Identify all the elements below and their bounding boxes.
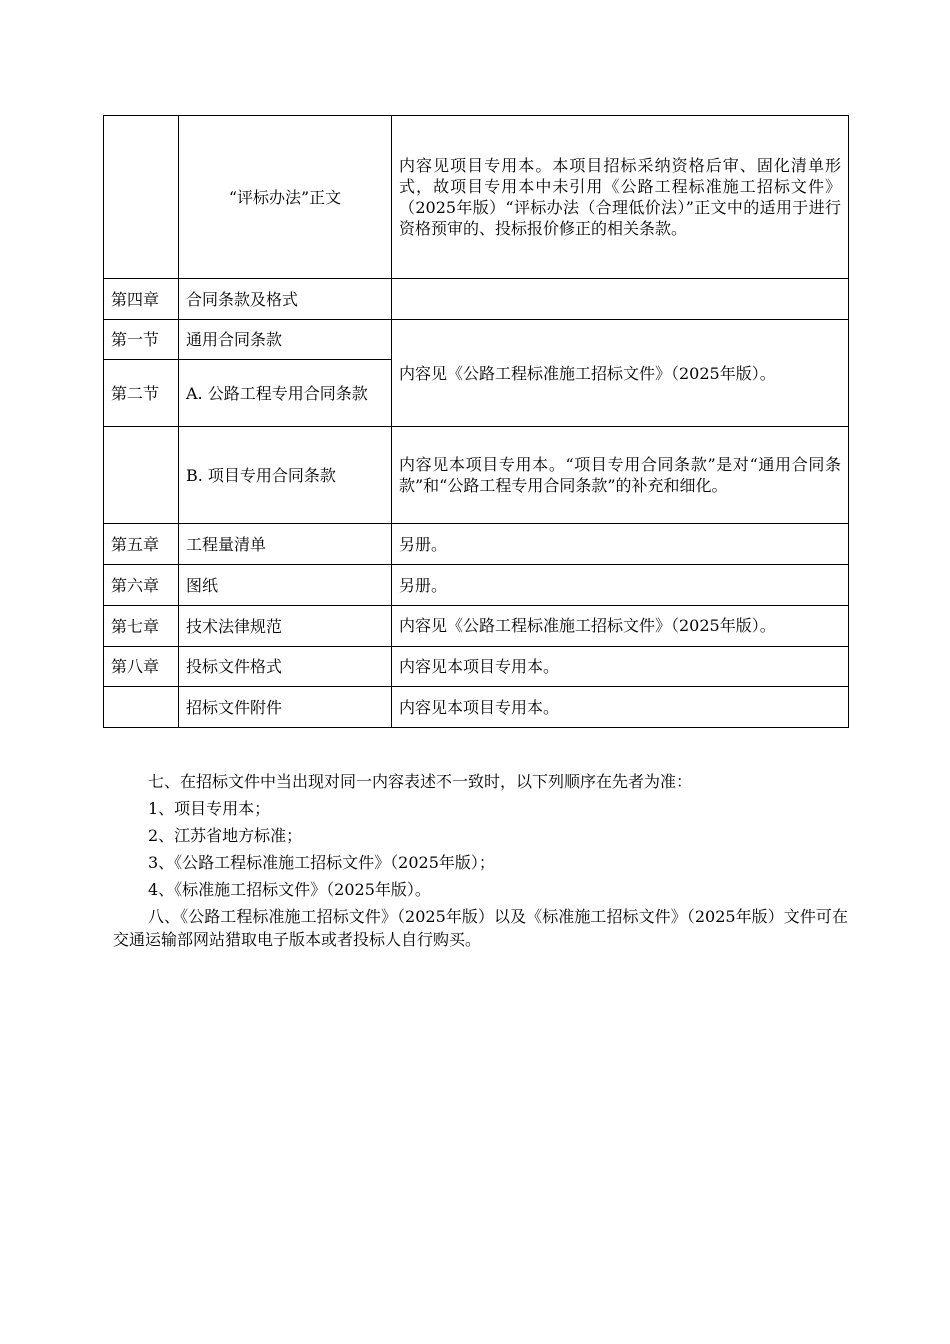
document-table [103, 115, 849, 728]
list-item: 2、江苏省地方标准； [148, 826, 303, 845]
table-cell-title: B. 项目专用合同条款 [179, 427, 392, 524]
table-cell-title: “评标办法”正文 [179, 116, 392, 279]
table-row [104, 606, 849, 647]
table-row [104, 116, 849, 279]
paragraph-seven: 七、在招标文件中当出现对同一内容表述不一致时，以下列顺序在先者为准： [148, 772, 693, 791]
table-cell-chapter: 第五章 [104, 524, 179, 565]
table-row [104, 565, 849, 606]
table-cell-content: 内容见项目专用本。本项目招标采纳资格后审、固化清单形式，故项目专用本中未引用《公路工程标准施工招标文件》（2025年版）“评标办法（合理低价法）”正文中的适用于进行资格预审的、投标报价修正的相关条款。 [392, 116, 849, 279]
table-cell-chapter: 第八章 [104, 647, 179, 687]
table-cell-title: 图纸 [179, 565, 392, 606]
table-cell-content: 内容见本项目专用本。 [392, 687, 849, 728]
table-row [104, 427, 849, 524]
table-cell-content: 内容见本项目专用本。 [392, 647, 849, 687]
table-cell-chapter: 第一节 [104, 320, 179, 360]
table-row [104, 279, 849, 320]
table-cell-title: 通用合同条款 [179, 320, 392, 360]
table-row [104, 320, 849, 360]
table-cell-chapter [104, 427, 179, 524]
paragraph-eight: 八、《公路工程标准施工招标文件》（2025年版）以及《标准施工招标文件》（2025年版）文件可在交通运输部网站猎取电子版本或者投标人自行购买。 [113, 907, 848, 949]
table-cell-content [392, 279, 849, 320]
table-cell-title: 工程量清单 [179, 524, 392, 565]
table-cell-content: 内容见《公路工程标准施工招标文件》（2025年版）。 [392, 606, 849, 647]
table-cell-content: 内容见《公路工程标准施工招标文件》（2025年版）。 [392, 320, 849, 427]
table-cell-title: 投标文件格式 [179, 647, 392, 687]
table-row [104, 687, 849, 728]
list-item: 4、《标准施工招标文件》（2025年版）。 [148, 880, 431, 899]
table-cell-title: 合同条款及格式 [179, 279, 392, 320]
table-cell-title: 技术法律规范 [179, 606, 392, 647]
table-cell-content: 内容见本项目专用本。“项目专用合同条款”是对“通用合同条款”和“公路工程专用合同条款”的补充和细化。 [392, 427, 849, 524]
table-row [104, 524, 849, 565]
table-cell-chapter: 第二节 [104, 360, 179, 427]
table-cell-chapter: 第七章 [104, 606, 179, 647]
table-cell-title: A. 公路工程专用合同条款 [179, 360, 392, 427]
table-cell-chapter: 第六章 [104, 565, 179, 606]
table-cell-content: 另册。 [392, 565, 849, 606]
table-cell-chapter [104, 687, 179, 728]
list-item: 1、项目专用本； [148, 799, 271, 818]
list-item: 3、《公路工程标准施工招标文件》（2025年版）； [148, 853, 495, 872]
table-cell-content: 另册。 [392, 524, 849, 565]
table-cell-chapter: 第四章 [104, 279, 179, 320]
table-cell-chapter [104, 116, 179, 279]
table-row [104, 647, 849, 687]
table-cell-title: 招标文件附件 [179, 687, 392, 728]
body-text [113, 768, 848, 951]
